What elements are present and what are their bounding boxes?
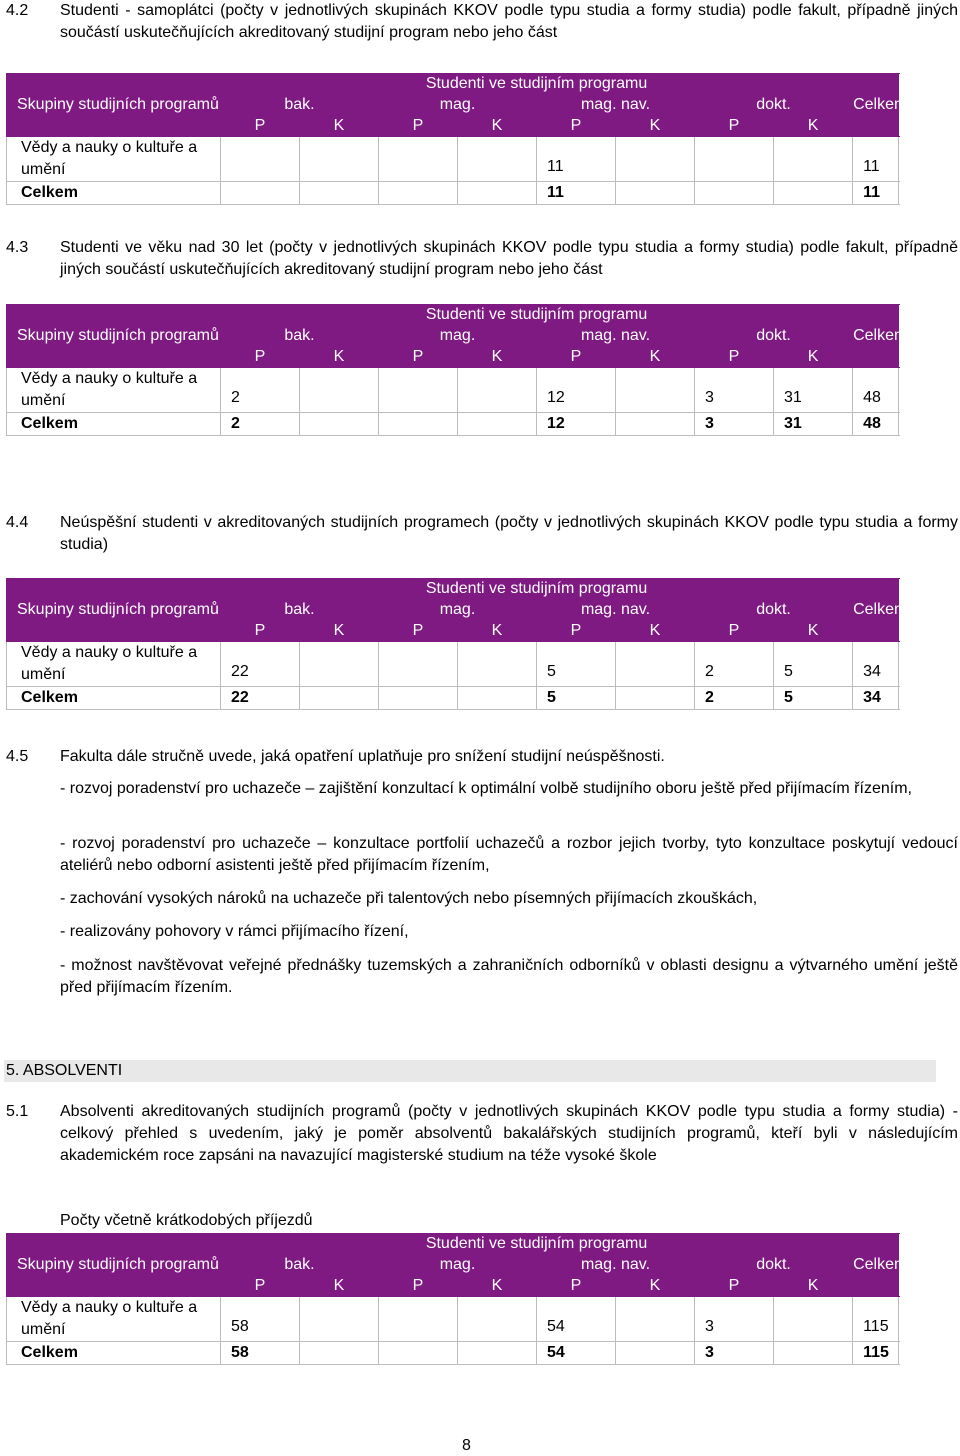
value-cell: 3 <box>695 368 774 413</box>
group-header: Skupiny studijních programů <box>7 305 221 368</box>
table-samoplatci <box>6 73 908 205</box>
section-text: Studenti ve věku nad 30 let (počty v jednotlivých skupinách KKOV podle typu studia a formy studia) podle fakult, případně jiných součástí uskutečňujících akreditovaný studijní program nebo jeho část <box>60 239 958 278</box>
value-cell <box>379 1297 458 1342</box>
form-p-header: P <box>537 116 616 137</box>
value-cell: 54 <box>537 1297 616 1342</box>
grand-total-cell: 48 <box>853 413 899 436</box>
section-4-3 <box>0 237 960 281</box>
form-k-header: K <box>616 1276 695 1297</box>
total-value-cell <box>300 1342 379 1365</box>
value-cell: 5 <box>774 642 853 687</box>
total-row-label: Celkem <box>7 1342 221 1365</box>
page-number: 8 <box>462 1437 471 1454</box>
section-number: 4.4 <box>6 514 29 531</box>
total-header: Celkem <box>853 74 899 137</box>
value-cell <box>300 137 379 182</box>
total-value-cell: 12 <box>537 413 616 436</box>
form-p-header: P <box>221 621 300 642</box>
section-4-5 <box>0 746 960 768</box>
total-value-cell <box>379 182 458 205</box>
form-k-header: K <box>616 116 695 137</box>
total-header: Celkem <box>853 305 899 368</box>
form-p-header: P <box>537 621 616 642</box>
section-heading <box>0 237 960 281</box>
magnav-header: mag. nav. <box>537 1255 695 1276</box>
total-value-cell: 58 <box>221 1342 300 1365</box>
total-value-cell <box>616 687 695 710</box>
dokt-header: dokt. <box>695 95 853 116</box>
value-cell <box>300 642 379 687</box>
total-value-cell <box>300 687 379 710</box>
form-p-header: P <box>537 1276 616 1297</box>
row-total-cell: 115 <box>853 1297 899 1342</box>
value-cell <box>695 137 774 182</box>
form-k-header: K <box>774 621 853 642</box>
section-number: 4.5 <box>6 748 29 765</box>
magnav-header: mag. nav. <box>537 95 695 116</box>
section-number: 4.2 <box>6 2 29 19</box>
mag-header: mag. <box>379 326 537 347</box>
grand-total-cell: 115 <box>853 1342 899 1365</box>
form-p-header: P <box>379 116 458 137</box>
group-header: Skupiny studijních programů <box>7 1234 221 1297</box>
total-value-cell <box>221 182 300 205</box>
total-value-cell <box>774 182 853 205</box>
form-p-header: P <box>695 621 774 642</box>
value-cell <box>458 642 537 687</box>
row-total-cell: 11 <box>853 137 899 182</box>
section-text: Absolventi akreditovaných studijních programů (počty v jednotlivých skupinách KKOV podle typu studia a formy studia) - celkový přehled s uvedením, jaký je poměr absolventů bakalářských studijních programů, kteří byli v následujícím akademickém roce zapsáni na navazující magisterské studium na téže vysoké škole <box>60 1103 958 1164</box>
mag-header: mag. <box>379 1255 537 1276</box>
bak-header: bak. <box>221 326 379 347</box>
chapter-title: 5. ABSOLVENTI <box>4 1060 936 1082</box>
total-value-cell: 31 <box>774 413 853 436</box>
table-nad-30-let <box>6 304 908 436</box>
form-k-header: K <box>300 621 379 642</box>
grand-total-cell: 34 <box>853 687 899 710</box>
value-cell <box>616 1297 695 1342</box>
table-absolventi <box>6 1233 908 1365</box>
form-p-header: P <box>221 1276 300 1297</box>
group-header: Skupiny studijních programů <box>7 579 221 642</box>
total-header: Celkem <box>853 1234 899 1297</box>
section-number: 4.3 <box>6 239 29 256</box>
total-value-cell <box>774 1342 853 1365</box>
value-cell <box>458 1297 537 1342</box>
section-5-1 <box>0 1101 960 1167</box>
form-k-header: K <box>300 347 379 368</box>
total-value-cell: 3 <box>695 413 774 436</box>
magnav-header: mag. nav. <box>537 600 695 621</box>
total-value-cell: 22 <box>221 687 300 710</box>
students-header: Studenti ve studijním programu <box>221 74 853 95</box>
form-p-header: P <box>695 116 774 137</box>
section-number: 5.1 <box>6 1103 29 1120</box>
value-cell: 2 <box>221 368 300 413</box>
total-header: Celkem <box>853 579 899 642</box>
table-neuspesni <box>6 578 908 710</box>
value-cell <box>458 137 537 182</box>
form-p-header: P <box>695 1276 774 1297</box>
form-k-header: K <box>616 347 695 368</box>
form-p-header: P <box>379 1276 458 1297</box>
form-k-header: K <box>300 116 379 137</box>
total-value-cell <box>379 413 458 436</box>
total-value-cell <box>616 182 695 205</box>
table-caption: Počty včetně krátkodobých příjezdů <box>60 1212 313 1229</box>
group-row-label: Vědy a nauky o kultuře a umění <box>7 368 221 413</box>
section-heading <box>0 0 960 44</box>
value-cell: 3 <box>695 1297 774 1342</box>
form-p-header: P <box>379 347 458 368</box>
measure-item: - rozvoj poradenství pro uchazeče – konzultace portfolií uchazečů a rozbor jejich tvorby, tyto konzultace poskytují vedoucí ateliérů nebo odborní asistenti ještě před přijímacím řízením, <box>60 835 958 874</box>
total-value-cell <box>458 1342 537 1365</box>
form-k-header: K <box>458 347 537 368</box>
total-value-cell <box>379 687 458 710</box>
total-value-cell: 2 <box>695 687 774 710</box>
section-text: Studenti - samoplátci (počty v jednotlivých skupinách KKOV podle typu studia a formy studia) podle fakult, případně jiných součástí uskutečňujících akreditovaný studijní program nebo jeho část <box>60 2 958 41</box>
row-total-cell: 48 <box>853 368 899 413</box>
students-header: Studenti ve studijním programu <box>221 305 853 326</box>
form-k-header: K <box>300 1276 379 1297</box>
section-heading <box>0 512 960 556</box>
value-cell <box>616 137 695 182</box>
total-value-cell: 54 <box>537 1342 616 1365</box>
grand-total-cell: 11 <box>853 182 899 205</box>
value-cell <box>300 368 379 413</box>
total-value-cell <box>458 182 537 205</box>
total-value-cell <box>300 182 379 205</box>
value-cell: 12 <box>537 368 616 413</box>
value-cell: 11 <box>537 137 616 182</box>
total-value-cell <box>458 413 537 436</box>
group-row-label: Vědy a nauky o kultuře a umění <box>7 1297 221 1342</box>
form-p-header: P <box>221 347 300 368</box>
measure-item: - realizovány pohovory v rámci přijímacího řízení, <box>60 923 409 940</box>
total-value-cell <box>458 687 537 710</box>
total-value-cell: 5 <box>537 687 616 710</box>
total-value-cell <box>616 1342 695 1365</box>
value-cell: 2 <box>695 642 774 687</box>
group-header: Skupiny studijních programů <box>7 74 221 137</box>
section-4-2 <box>0 0 960 44</box>
group-row-label: Vědy a nauky o kultuře a umění <box>7 642 221 687</box>
row-total-cell: 34 <box>853 642 899 687</box>
section-4-4 <box>0 512 960 556</box>
total-row-label: Celkem <box>7 413 221 436</box>
value-cell <box>774 1297 853 1342</box>
bak-header: bak. <box>221 1255 379 1276</box>
form-k-header: K <box>774 1276 853 1297</box>
measure-item: - rozvoj poradenství pro uchazeče – zajištění konzultací k optimální volbě studijního oboru ještě před přijímacím řízením, <box>60 780 912 797</box>
value-cell: 58 <box>221 1297 300 1342</box>
mag-header: mag. <box>379 95 537 116</box>
section-heading <box>0 1101 960 1167</box>
form-k-header: K <box>616 621 695 642</box>
dokt-header: dokt. <box>695 326 853 347</box>
form-k-header: K <box>458 621 537 642</box>
bak-header: bak. <box>221 600 379 621</box>
bak-header: bak. <box>221 95 379 116</box>
form-p-header: P <box>537 347 616 368</box>
section-text: Fakulta dále stručně uvede, jaká opatření uplatňuje pro snížení studijní neúspěšnosti. <box>60 748 665 765</box>
section-text: Neúspěšní studenti v akreditovaných studijních programech (počty v jednotlivých skupinách KKOV podle typu studia a formy studia) <box>60 514 958 553</box>
value-cell <box>458 368 537 413</box>
total-value-cell <box>379 1342 458 1365</box>
form-k-header: K <box>774 116 853 137</box>
value-cell <box>616 368 695 413</box>
total-row-label: Celkem <box>7 687 221 710</box>
form-p-header: P <box>379 621 458 642</box>
form-k-header: K <box>458 1276 537 1297</box>
value-cell <box>379 137 458 182</box>
total-value-cell: 3 <box>695 1342 774 1365</box>
total-value-cell: 11 <box>537 182 616 205</box>
students-header: Studenti ve studijním programu <box>221 1234 853 1255</box>
total-value-cell <box>695 182 774 205</box>
value-cell: 22 <box>221 642 300 687</box>
form-p-header: P <box>221 116 300 137</box>
value-cell: 31 <box>774 368 853 413</box>
total-value-cell <box>300 413 379 436</box>
total-value-cell: 5 <box>774 687 853 710</box>
value-cell <box>616 642 695 687</box>
value-cell: 5 <box>537 642 616 687</box>
magnav-header: mag. nav. <box>537 326 695 347</box>
value-cell <box>774 137 853 182</box>
measure-item: - zachování vysokých nároků na uchazeče při talentových nebo písemných přijímacích zkouškách, <box>60 890 758 907</box>
total-value-cell <box>616 413 695 436</box>
value-cell <box>379 642 458 687</box>
value-cell <box>379 368 458 413</box>
students-header: Studenti ve studijním programu <box>221 579 853 600</box>
form-p-header: P <box>695 347 774 368</box>
dokt-header: dokt. <box>695 1255 853 1276</box>
mag-header: mag. <box>379 600 537 621</box>
measure-item: - možnost navštěvovat veřejné přednášky tuzemských a zahraničních odborníků v oblasti designu a výtvarného umění ještě před přijímacím řízením. <box>60 957 958 996</box>
total-value-cell: 2 <box>221 413 300 436</box>
value-cell <box>221 137 300 182</box>
form-k-header: K <box>774 347 853 368</box>
dokt-header: dokt. <box>695 600 853 621</box>
form-k-header: K <box>458 116 537 137</box>
total-row-label: Celkem <box>7 182 221 205</box>
group-row-label: Vědy a nauky o kultuře a umění <box>7 137 221 182</box>
value-cell <box>300 1297 379 1342</box>
section-heading <box>0 746 960 768</box>
